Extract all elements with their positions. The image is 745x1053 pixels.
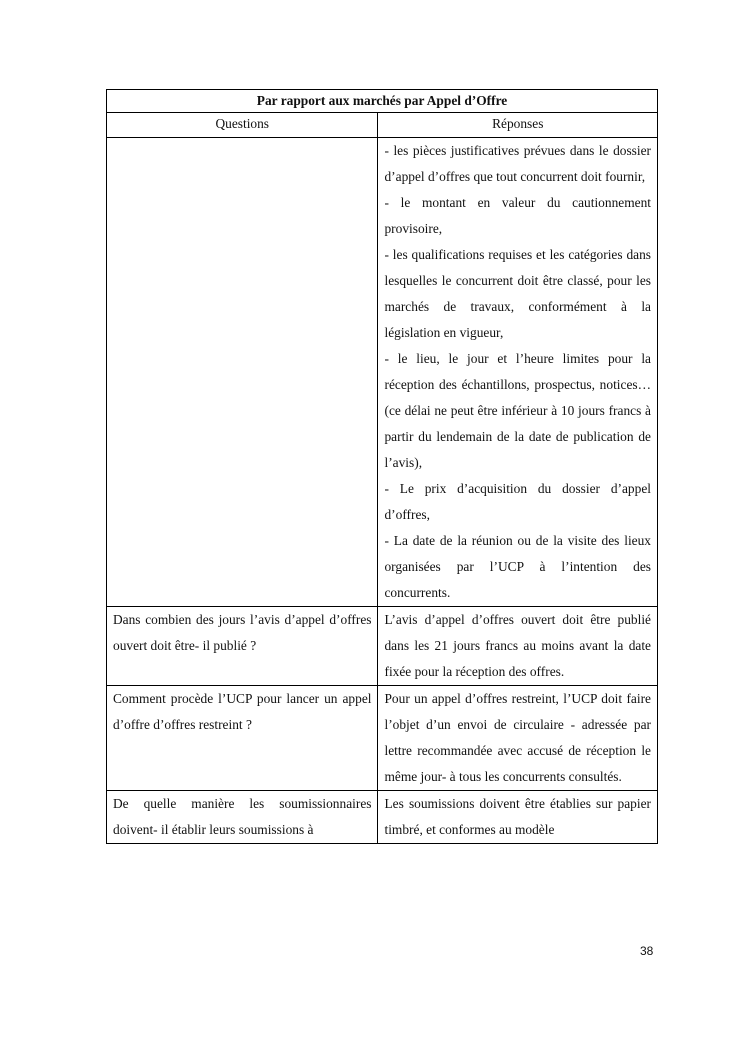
answer-cell: Les soumissions doivent être établies sur papier timbré, et conformes au modèle — [378, 791, 658, 844]
table-title-row — [107, 90, 658, 113]
table-row — [107, 138, 658, 607]
question-cell — [107, 138, 378, 607]
answer-cell: L’avis d’appel d’offres ouvert doit être publié dans les 21 jours francs au moins avant la date fixée pour la réception des offres. — [378, 607, 658, 686]
answer-cell: Pour un appel d’offres restreint, l’UCP doit faire l’objet d’un envoi de circulaire - adressée par lettre recommandée avec accusé de réception le même jour- à tous les concurrents consultés. — [378, 686, 658, 791]
answer-item: - le montant en valeur du cautionnement provisoire, — [384, 195, 651, 236]
answer-item: - les pièces justificatives prévues dans le dossier d’appel d’offres que tout concurrent doit fournir, — [384, 143, 651, 184]
page-number: 38 — [640, 944, 654, 958]
table-row — [107, 791, 658, 844]
header-responses: Réponses — [378, 113, 658, 138]
answer-item: - La date de la réunion ou de la visite des lieux organisées par l’UCP à l’intention des concurrents. — [384, 533, 651, 600]
table-header-row — [107, 113, 658, 138]
table-row — [107, 686, 658, 791]
answer-item: - Le prix d’acquisition du dossier d’appel d’offres, — [384, 481, 651, 522]
table-title: Par rapport aux marchés par Appel d’Offre — [107, 90, 658, 113]
question-cell: Dans combien des jours l’avis d’appel d’offres ouvert doit être- il publié ? — [107, 607, 378, 686]
answer-item: - le lieu, le jour et l’heure limites pour la réception des échantillons, prospectus, notices… (ce délai ne peut être inférieur à 10 jours francs à partir du lendemain de la date de publication de l’avis), — [384, 351, 651, 470]
answer-item: - les qualifications requises et les catégories dans lesquelles le concurrent doit être classé, pour les marchés de travaux, conformément à la législation en vigueur, — [384, 247, 651, 340]
question-cell: Comment procède l’UCP pour lancer un appel d’offre d’offres restreint ? — [107, 686, 378, 791]
answer-cell — [378, 138, 658, 607]
question-cell: De quelle manière les soumissionnaires doivent- il établir leurs soumissions à — [107, 791, 378, 844]
header-questions: Questions — [107, 113, 378, 138]
table-row — [107, 607, 658, 686]
procurement-qa-table — [106, 89, 658, 844]
